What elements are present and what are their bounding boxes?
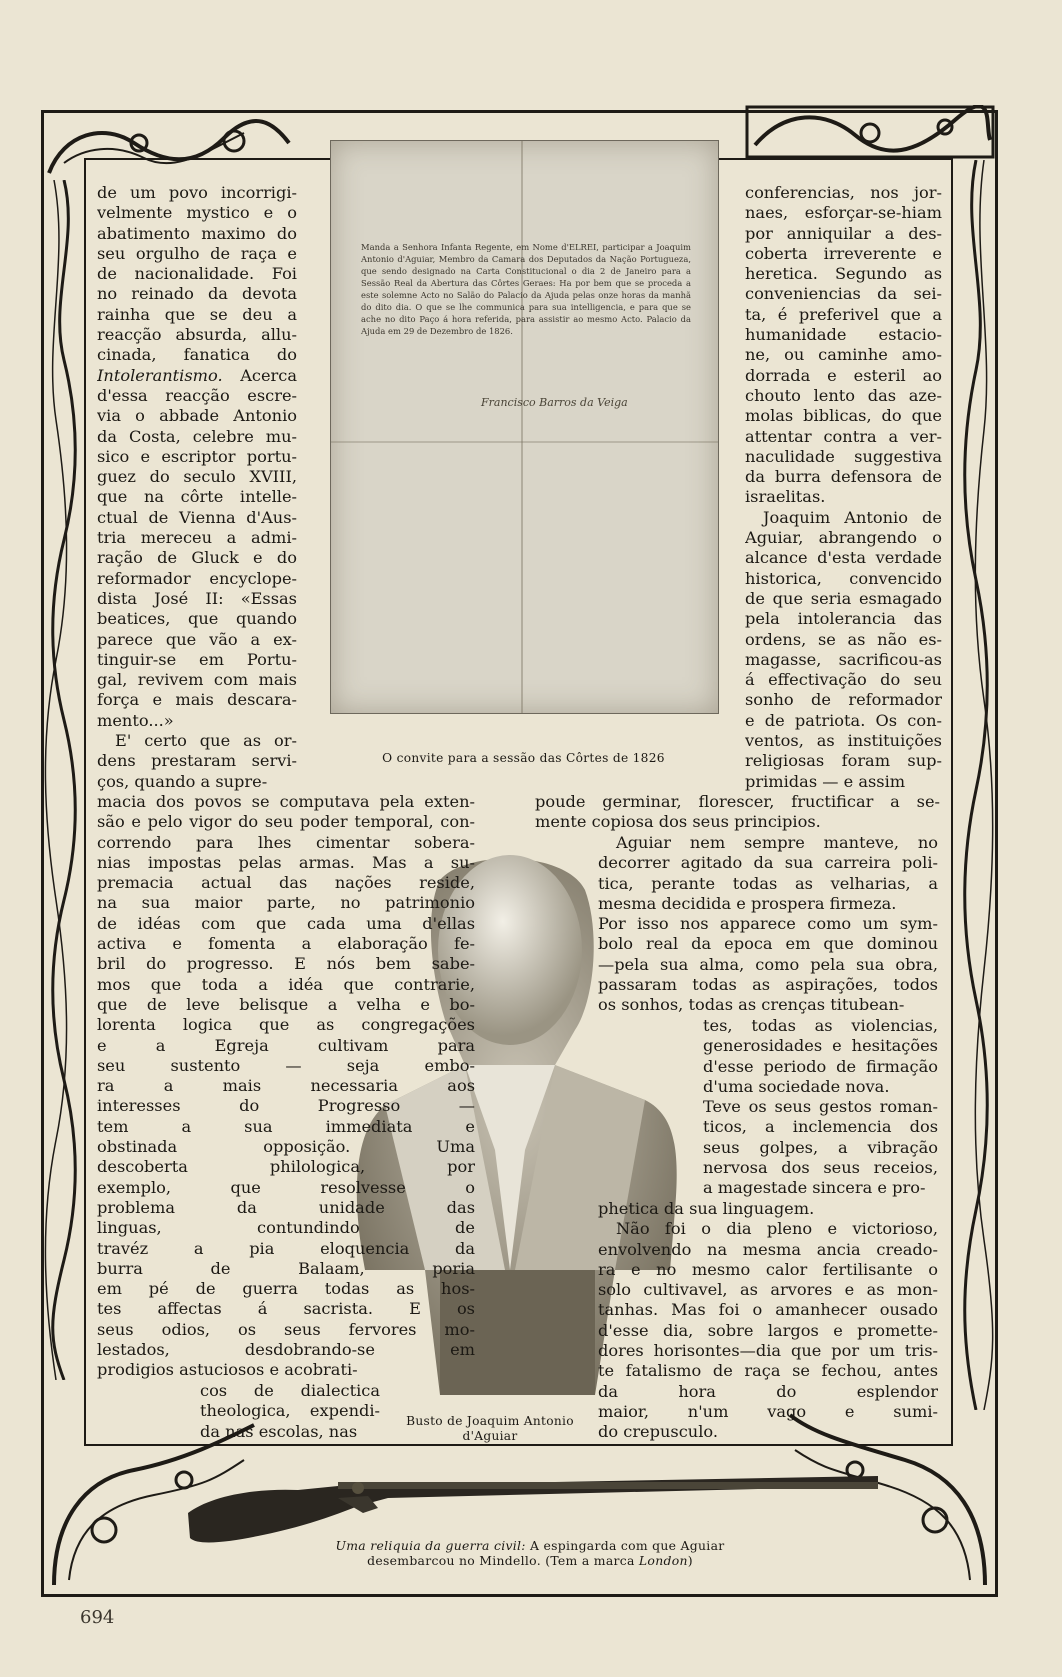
text-line: prodigios astuciosos e acobrati- — [97, 1360, 358, 1380]
text-line: que na côrte intelle- — [97, 487, 297, 507]
text-line: mente copiosa dos seus principios. — [535, 812, 821, 832]
text-line: bolo real da epoca em que dominou — [598, 934, 938, 954]
text-line: no reinado da devota — [97, 284, 297, 304]
text-line: tinguir-se em Portu- — [97, 649, 297, 669]
text-line: pela intolerancia das — [745, 609, 942, 629]
text-line: d'uma sociedade nova. — [703, 1076, 890, 1096]
text-line: rainha que se deu a — [97, 304, 297, 324]
text-line: ta, é preferivel que a — [745, 304, 942, 324]
text-line: tes affectas á sacrista. E os — [97, 1299, 475, 1319]
text-line: naculidade suggestiva — [745, 446, 942, 466]
right-column-top — [745, 183, 942, 792]
bust-caption — [395, 1414, 585, 1444]
text-line: tria mereceu a admi- — [97, 528, 297, 548]
text-line: activa e fomenta a elaboração fe- — [97, 934, 475, 954]
text-line: Intolerantismo. Acerca — [97, 365, 297, 385]
text-line: por anniquilar a des- — [745, 223, 942, 243]
text-line: da Costa, celebre mu- — [97, 426, 297, 446]
text-line: dores horisontes—dia que por um tris- — [598, 1341, 938, 1361]
text-line: bril do progresso. E nós bem sabe- — [97, 954, 475, 974]
right-column-middle — [598, 833, 938, 1016]
text-line: interesses do Progresso — — [97, 1096, 475, 1116]
text-line: ne, ou caminhe amo- — [745, 345, 942, 365]
top-right-ornament — [745, 105, 995, 160]
text-line: ra a mais necessaria aos — [97, 1076, 475, 1096]
invitation-document-photo — [330, 140, 719, 714]
text-line: Por isso nos apparece como um sym- — [598, 914, 938, 934]
text-line: Joaquim Antonio de — [763, 507, 942, 527]
text-line: lestados, desdobrando-se em — [97, 1340, 475, 1360]
text-line: nias impostas pelas armas. Mas a su- — [97, 852, 475, 872]
text-line: magasse, sacrificou-as — [745, 649, 942, 669]
left-column-wide — [97, 792, 475, 1381]
text-line: israelitas. — [745, 487, 826, 507]
text-line: do crepusculo. — [598, 1422, 719, 1442]
text-line: Aguiar nem sempre manteve, no — [616, 833, 938, 852]
text-line: premacia actual das nações reside, — [97, 873, 475, 893]
text-line: travéz a pia eloquencia da — [97, 1238, 475, 1258]
text-line: d'esse periodo de firmação — [703, 1056, 938, 1076]
text-line: phetica da sua linguagem. — [598, 1199, 815, 1218]
text-line: conferencias, nos jor- — [745, 183, 942, 202]
text-line: d'essa reacção escre- — [97, 385, 297, 405]
text-line: guez do seculo XVIII, — [97, 467, 297, 487]
text-line: linguas, contundindo de — [97, 1218, 475, 1238]
text-line: na sua maior parte, no patrimonio — [97, 893, 475, 913]
document-caption: O convite para a sessão das Côrtes de 1826 — [382, 751, 665, 765]
text-line: beatices, que quando — [97, 609, 297, 629]
text-line: são e pelo vigor do seu poder temporal, con- — [97, 812, 475, 832]
text-line: sico e escriptor portu- — [97, 446, 297, 466]
top-left-ornament — [44, 113, 294, 183]
text-line: envolvendo na mesma ancia creado- — [598, 1239, 938, 1259]
text-line: exemplo, que resolvesse o — [97, 1177, 475, 1197]
text-line: da hora do esplendor — [598, 1381, 938, 1401]
rifle-caption — [290, 1538, 770, 1568]
text-line: seu orgulho de raça e — [97, 243, 297, 263]
left-column-bottom — [200, 1381, 380, 1442]
text-line: de que seria esmagado — [745, 588, 942, 608]
text-line: e de patriota. Os con- — [745, 710, 942, 730]
text-line: de idéas com que cada uma d'ellas — [97, 913, 475, 933]
text-line: reformador encyclope- — [97, 568, 297, 588]
text-line: macia dos povos se computava pela exten- — [97, 792, 475, 811]
text-line: sonho de reformador — [745, 690, 942, 710]
text-line: ra e no mesmo calor fertilisante o — [598, 1259, 938, 1279]
text-line: dens prestaram servi- — [97, 751, 297, 771]
right-column-lower — [598, 1199, 938, 1443]
text-line: conveniencias da sei- — [745, 284, 942, 304]
invitation-signature: Francisco Barros da Veiga — [481, 396, 628, 409]
text-line: Aguiar, abrangendo o — [745, 528, 942, 548]
text-line: theologica, expendi- — [200, 1401, 380, 1421]
text-line: decorrer agitado da sua carreira poli- — [598, 853, 938, 873]
text-line: burra de Balaam, poria — [97, 1258, 475, 1278]
left-vertical-ornament — [44, 180, 84, 1380]
text-line: historica, convencido — [745, 568, 942, 588]
text-line: dista José II: «Essas — [97, 588, 297, 608]
text-line: Teve os seus gestos roman- — [703, 1097, 938, 1117]
text-line: passaram todas as aspirações, todos — [598, 975, 938, 995]
text-line: naes, esforçar-se-hiam — [745, 203, 942, 223]
text-line: seus odios, os seus fervores mo- — [97, 1319, 475, 1339]
text-line: obstinada opposição. Uma — [97, 1137, 475, 1157]
right-vertical-ornament — [956, 160, 996, 1410]
text-line: ordens, se as não es- — [745, 629, 942, 649]
text-line: alcance d'esta verdade — [745, 548, 942, 568]
rifle-caption-text: A espingarda com que Aguiar — [525, 1538, 725, 1553]
text-line: abatimento maximo do — [97, 223, 297, 243]
text-line: humanidade estacio- — [745, 325, 942, 345]
rifle-caption-line-2-end: ) — [687, 1553, 693, 1568]
text-line: tanhas. Mas foi o amanhecer ousado — [598, 1300, 938, 1320]
text-line: mos que toda a idéa que contrarie, — [97, 974, 475, 994]
text-line: força e mais descara- — [97, 690, 297, 710]
text-line: maior, n'um vago e sumi- — [598, 1401, 938, 1421]
text-line: seus golpes, a vibração — [703, 1137, 938, 1157]
text-line: ctual de Vienna d'Aus- — [97, 507, 297, 527]
left-column-top — [97, 183, 297, 792]
text-line: E' certo que as or- — [115, 731, 297, 751]
text-line: lorenta logica que as congregações — [97, 1015, 475, 1035]
text-line: e a Egreja cultivam para — [97, 1035, 475, 1055]
text-line: tica, perante todas as velharias, a — [598, 873, 938, 893]
text-line: seu sustento — seja embo- — [97, 1055, 475, 1075]
page-number: 694 — [80, 1607, 115, 1628]
text-line: da nas escolas, nas — [200, 1421, 358, 1441]
text-line: ços, quando a supre- — [97, 771, 268, 791]
text-line: Não foi o dia pleno e victorioso, — [616, 1219, 938, 1239]
text-line: coberta irreverente e — [745, 243, 942, 263]
text-line: reacção absurda, allu- — [97, 325, 297, 345]
text-line: ticos, a inclemencia dos — [703, 1117, 938, 1137]
rifle-caption-line-2: desembarcou no Mindello. (Tem a marca — [367, 1553, 639, 1568]
right-column-narrow — [703, 1016, 938, 1199]
text-line: mento...» — [97, 710, 174, 730]
invitation-document-text: Manda a Senhora Infanta Regente, em Nome d'ELREI, participar a Joaquim Antonio d'Aguiar, Membro da Camara dos Deputados da Nação Portugueza, que sendo designado na Carta Constitucional o dia 2 de Janeiro para a Sessão Real da Abertura das Côrtes Geraes: Ha por bem que se proceda a este solemne Acto no Salão do Palacio da Ajuda pelas onze horas da manhã do dito dia. O que se lhe communica para sua intelligencia, e para que se ache no dito Paço á hora referida, para assistir ao mesmo Acto. Palacio da Ajuda em 29 de Dezembro de 1826. — [361, 242, 691, 336]
text-line: em pé de guerra todas as hos- — [97, 1279, 475, 1299]
text-line: os sonhos, todas as crenças titubean- — [598, 995, 905, 1015]
text-line: via o abbade Antonio — [97, 406, 297, 426]
text-line: ração de Gluck e do — [97, 548, 297, 568]
text-line: molas biblicas, do que — [745, 406, 942, 426]
text-line: dorrada e esteril ao — [745, 365, 942, 385]
bust-caption-line-1: Busto de Joaquim Antonio — [406, 1414, 574, 1428]
text-line: descoberta philologica, por — [97, 1157, 475, 1177]
text-line: da burra defensora de — [745, 467, 942, 487]
text-line: attentar contra a ver- — [745, 426, 942, 446]
text-line: velmente mystico e o — [97, 203, 297, 223]
text-line: heretica. Segundo as — [745, 264, 942, 284]
rifle-caption-italic: Uma reliquia da guerra civil: — [335, 1538, 526, 1553]
text-line: parece que vão a ex- — [97, 629, 297, 649]
text-line: tes, todas as violencias, — [703, 1016, 938, 1035]
rifle-caption-brand: London — [638, 1553, 688, 1568]
text-line: correndo para lhes cimentar sobera- — [97, 832, 475, 852]
text-line: solo cultivavel, as arvores e as mon- — [598, 1280, 938, 1300]
text-line: mesma decidida e prospera firmeza. — [598, 893, 897, 913]
text-line: chouto lento das aze- — [745, 385, 942, 405]
text-line: de nacionalidade. Foi — [97, 264, 297, 284]
text-line: —pela sua alma, como pela sua obra, — [598, 954, 938, 974]
bust-caption-line-2: d'Aguiar — [462, 1429, 518, 1443]
rifle-photo — [188, 1458, 878, 1548]
text-line: poude germinar, florescer, fructificar a se- — [535, 792, 940, 811]
text-line: a magestade sincera e pro- — [703, 1178, 926, 1198]
text-line: que de leve belisque a velha e bo- — [97, 994, 475, 1014]
text-line: gal, revivem com mais — [97, 670, 297, 690]
text-line: te fatalismo de raça se fechou, antes — [598, 1361, 938, 1381]
text-line: tem a sua immediata e — [97, 1116, 475, 1136]
text-line: generosidades e hesitações — [703, 1036, 938, 1056]
text-line: d'esse dia, sobre largos e promette- — [598, 1320, 938, 1340]
right-column-wide — [535, 792, 940, 833]
text-line: ventos, as instituições — [745, 731, 942, 751]
text-line: religiosas foram sup- — [745, 751, 942, 771]
text-line: problema da unidade das — [97, 1197, 475, 1217]
text-line: á effectivação do seu — [745, 670, 942, 690]
text-line: cinada, fanatica do — [97, 345, 297, 365]
text-line: primidas — e assim — [745, 771, 906, 791]
text-line: de um povo incorrigi- — [97, 183, 297, 202]
text-line: nervosa dos seus receios, — [703, 1158, 938, 1178]
text-line: cos de dialectica — [200, 1381, 380, 1400]
